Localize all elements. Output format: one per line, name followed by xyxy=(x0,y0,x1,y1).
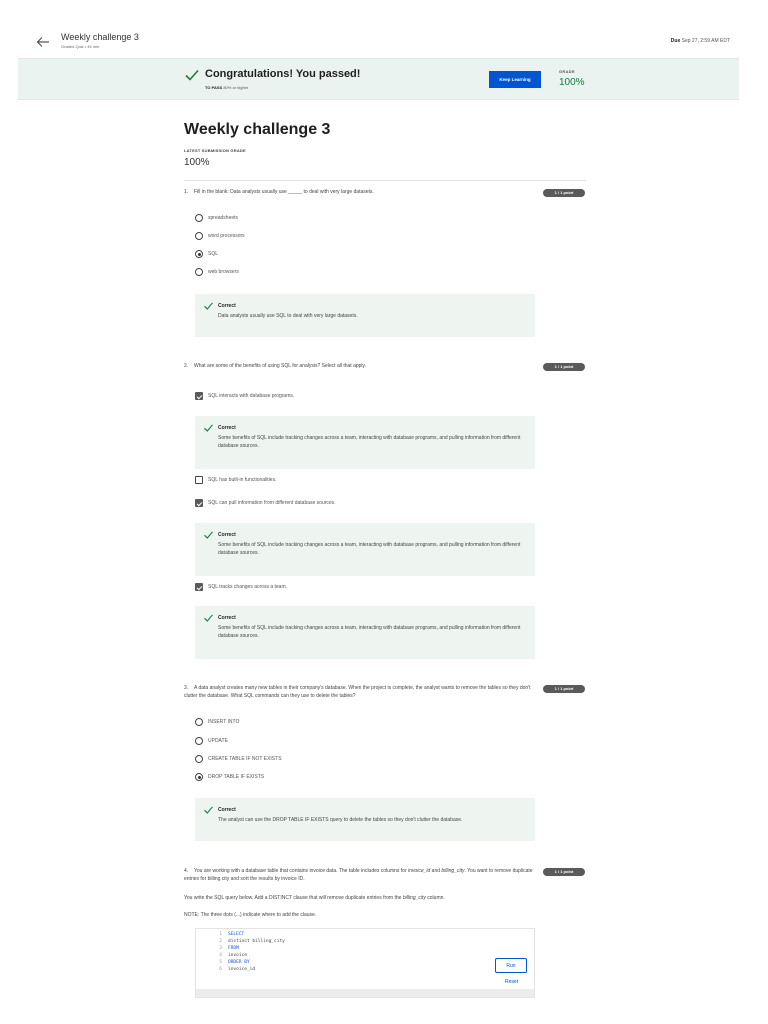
grade-value: 100% xyxy=(559,77,585,88)
back-arrow-icon[interactable] xyxy=(36,35,50,49)
latest-grade-value: 100% xyxy=(184,157,210,168)
check-icon xyxy=(204,424,213,432)
passed-banner xyxy=(18,58,739,100)
question-4-instruction: You write the SQL query below. Add a DISTINCT clause that will remove duplicate entries from the billing_city column. xyxy=(184,895,445,901)
feedback-correct: Correct Data analysts usually use SQL to deal with very large datasets. xyxy=(195,294,535,337)
radio-button[interactable] xyxy=(195,232,203,240)
checkbox-checked[interactable] xyxy=(195,392,203,400)
latest-grade-label: LATEST SUBMISSION GRADE xyxy=(184,148,246,153)
header-subtitle: Graded Quiz • 45 min xyxy=(61,44,100,49)
check-icon xyxy=(204,614,213,622)
radio-button[interactable] xyxy=(195,755,203,763)
due-date: Due Sep 27, 2:59 AM EDT xyxy=(670,38,730,44)
quiz-title: Weekly challenge 3 xyxy=(184,121,331,138)
point-badge: 1 / 1 point xyxy=(543,189,585,197)
header-title: Weekly challenge 3 xyxy=(61,32,139,42)
feedback-correct: Correct Some benefits of SQL include tracking changes across a team, interacting with database programs, and pulling information from different database sources. xyxy=(195,523,535,576)
checkbox[interactable] xyxy=(195,476,203,484)
radio-button[interactable] xyxy=(195,718,203,726)
point-badge: 1 / 1 point xyxy=(543,685,585,693)
radio-button[interactable] xyxy=(195,214,203,222)
check-icon xyxy=(204,302,213,310)
feedback-correct: Correct The analyst can use the DROP TABLE IF EXISTS query to delete the tables so they don't clutter the database. xyxy=(195,798,535,841)
checkbox-checked[interactable] xyxy=(195,499,203,507)
code-editor[interactable]: 1 SELECT 2 distinct billing_city 3 FROM 4 invoice 5 ORDER BY 6 invoice_id xyxy=(195,928,535,998)
question-3-text: 3. A data analyst creates many new tables in their company's database. When the project is complete, the analyst wants to remove the tables so they don't clutter the database. What SQL commands can they use to delete the tables? xyxy=(184,685,531,699)
top-bar xyxy=(0,0,768,56)
check-icon xyxy=(185,69,199,81)
point-badge: 1 / 1 point xyxy=(543,868,585,876)
feedback-correct: Correct Some benefits of SQL include tracking changes across a team, interacting with database programs, and pulling information from different database sources. xyxy=(195,416,535,469)
radio-button[interactable] xyxy=(195,737,203,745)
point-badge: 1 / 1 point xyxy=(543,363,585,371)
divider xyxy=(184,180,586,181)
question-4-note: NOTE: The three dots (...) indicate where to add the clause. xyxy=(184,912,317,918)
question-4-text: 4. You are working with a database table that contains invoice data. The table includes columns for invoice_id and billing_city. You want to remove duplicate entries for billing city and sort the results by invoice ID. xyxy=(184,868,533,882)
feedback-correct: Correct Some benefits of SQL include tracking changes across a team, interacting with database programs, and pulling information from different database sources. xyxy=(195,606,535,659)
grade-label: GRADE xyxy=(559,69,575,74)
to-pass-requirement: TO PASS 80% or higher xyxy=(205,85,249,90)
checkbox-checked[interactable] xyxy=(195,583,203,591)
question-2-text: 2. What are some of the benefits of using SQL for analysis? Select all that apply. xyxy=(184,363,367,369)
radio-button[interactable] xyxy=(195,268,203,276)
code-editor-footer xyxy=(196,989,534,997)
check-icon xyxy=(204,531,213,539)
pass-message: Congratulations! You passed! xyxy=(205,68,361,80)
question-1-text: 1. Fill in the blank: Data analysts usually use _____ to deal with very large datasets. xyxy=(184,189,374,195)
run-button[interactable]: Run xyxy=(495,958,527,973)
reset-link[interactable]: Reset xyxy=(505,979,519,985)
keep-learning-button[interactable]: Keep Learning xyxy=(489,71,541,88)
radio-button-selected[interactable] xyxy=(195,250,203,258)
radio-button-selected[interactable] xyxy=(195,773,203,781)
check-icon xyxy=(204,806,213,814)
